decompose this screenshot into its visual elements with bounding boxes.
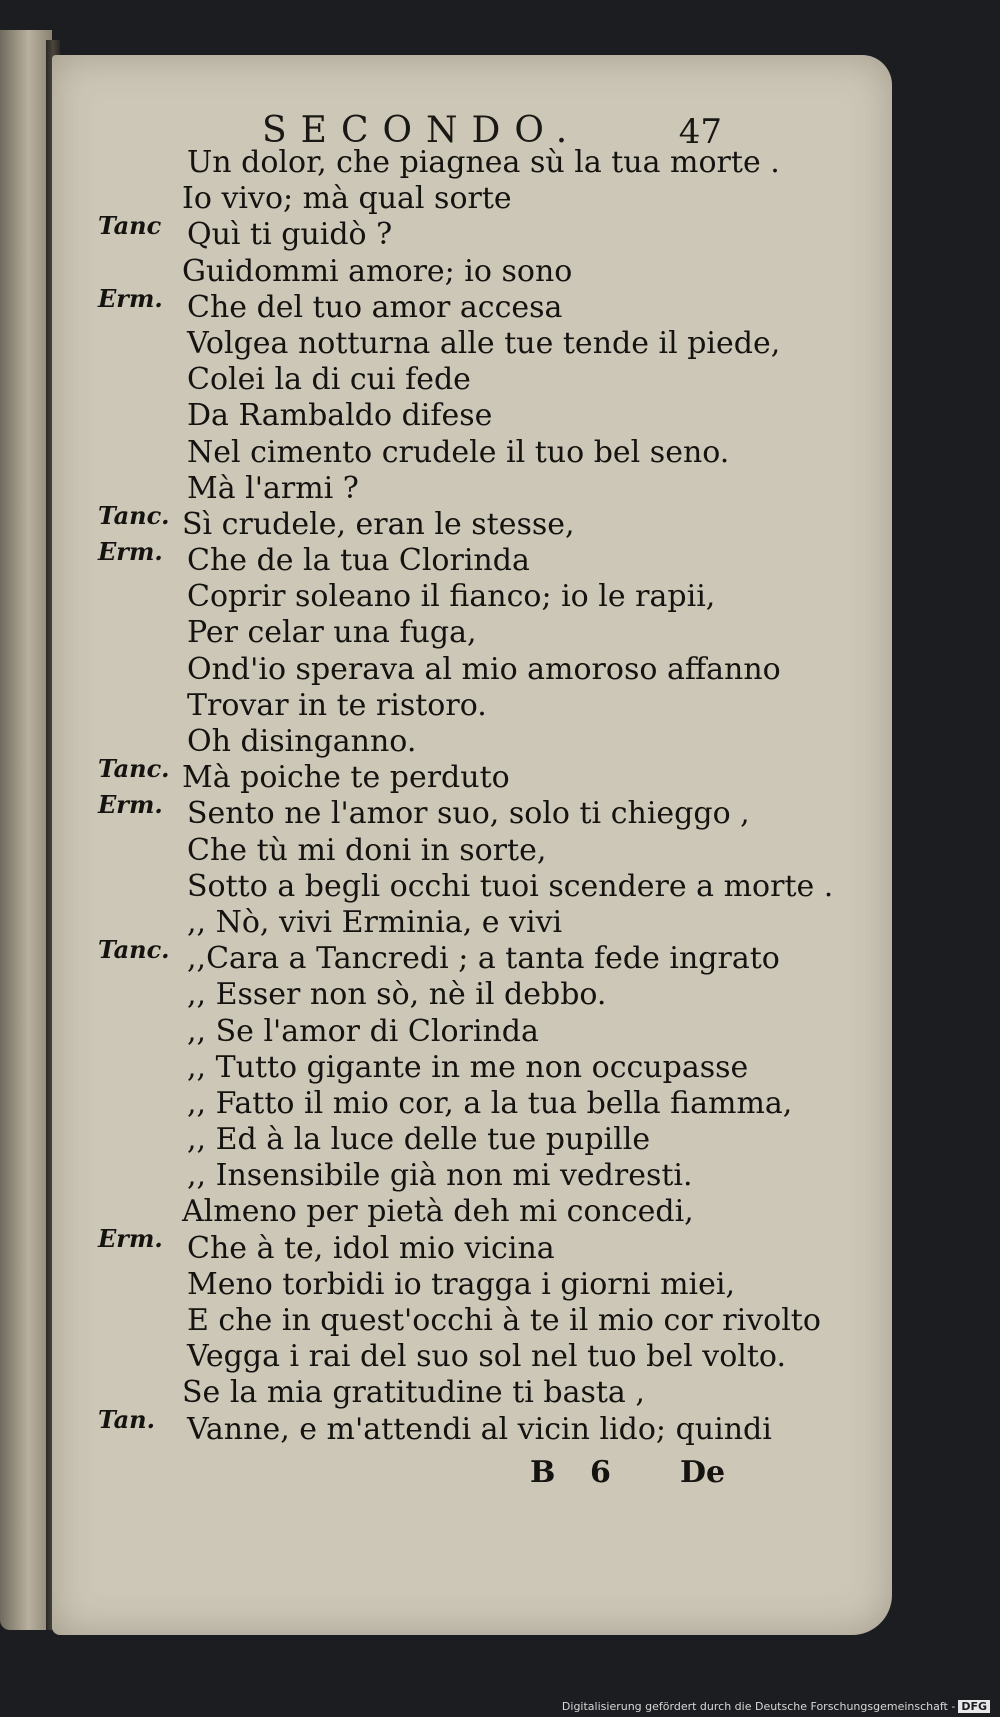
text-line [92, 1014, 812, 1050]
verse-text: Vanne, e m'attendi al vicin lido; quindi [187, 1411, 772, 1447]
verse-text: ,, Insensibile già non mi vedresti. [187, 1158, 693, 1194]
text-line [92, 1158, 812, 1194]
text-line [92, 398, 812, 434]
verse-text: ,, Se l'amor di Clorinda [187, 1013, 539, 1049]
verse-text: Coprir soleano il fianco; io le rapii, [187, 579, 716, 615]
verse-text: Trovar in te ristoro. [187, 687, 487, 723]
text-line [92, 326, 812, 362]
verse-text: Che del tuo amor accesa [187, 289, 563, 325]
text-line [92, 1267, 812, 1303]
verse-text: Vegga i rai del suo sol nel tuo bel volto. [187, 1339, 786, 1375]
verse-text: ,, Esser non sò, nè il debbo. [187, 977, 607, 1013]
text-line [92, 435, 812, 471]
verse-text: Che à te, idol mio vicina [187, 1230, 555, 1266]
text-line [92, 868, 834, 905]
verse-text: Nel cimento crudele il tuo bel seno. [187, 434, 730, 470]
dfg-logo: DFG [958, 1700, 990, 1713]
credit-text: Digitalisierung gefördert durch die Deutsche Forschungsgemeinschaft - [561, 1700, 956, 1713]
verse-text: Almeno per pietà deh mi concedi, [182, 1194, 694, 1230]
verse-text: ,, Nò, vivi Erminia, e vivi [187, 904, 563, 940]
verse-text: ,, Fatto il mio cor, a la tua bella fiamma, [187, 1085, 793, 1121]
digitization-credit [562, 1700, 990, 1713]
verse-text: Meno torbidi io tragga i giorni miei, [187, 1266, 735, 1302]
verse-text: Che de la tua Clorinda [187, 543, 530, 579]
verse-text: Guidommi amore; io sono [182, 253, 573, 289]
verse-text: Mà l'armi ? [187, 470, 359, 506]
verse-text: Un dolor, che piagnea sù la tua morte . [187, 145, 780, 180]
text-line [92, 290, 812, 326]
signature-number: 6 [590, 1455, 611, 1490]
verse-text: Sento ne l'amor suo, solo ti chieggo , [187, 796, 750, 832]
verse-text: Volgea notturna alle tue tende il piede, [187, 325, 781, 361]
text-line [92, 1122, 812, 1158]
text-line [92, 796, 812, 832]
text-line [92, 1339, 812, 1375]
text-line [92, 1412, 812, 1448]
verse-text: Colei la di cui fede [187, 362, 471, 398]
text-line [92, 833, 812, 869]
verse-text: Per celar una fuga, [187, 615, 477, 651]
speaker-label: Tanc. [98, 934, 170, 964]
speaker-label: Erm. [98, 790, 163, 820]
text-line [92, 652, 812, 688]
verse-text: ,, Ed à la luce delle tue pupille [187, 1122, 651, 1158]
text-line [92, 688, 812, 724]
running-title: SECONDO. [262, 110, 582, 151]
left-page-edge [0, 30, 52, 1630]
speaker-label: Tan. [98, 1405, 155, 1435]
text-line [92, 217, 812, 253]
verse-text: ,,Cara a Tancredi ; a tanta fede ingrato [187, 941, 780, 977]
verse-text: Oh disinganno. [187, 724, 417, 759]
verse-text: Sotto a begli occhi tuoi scendere a morte . [187, 868, 834, 904]
text-line [92, 1050, 812, 1086]
verse-text: Da Rambaldo difese [187, 398, 493, 434]
text-line [92, 977, 812, 1013]
speaker-label: Tanc. [98, 754, 170, 783]
verse-text: E che in quest'occhi à te il mio cor rivolto [187, 1303, 821, 1338]
verse-text: ,, Tutto gigante in me non occupasse [187, 1049, 749, 1085]
text-line [92, 615, 812, 651]
verse-text: Ond'io sperava al mio amoroso affanno [187, 651, 781, 687]
verse-text: Se la mia gratitudine ti basta , [182, 1375, 645, 1411]
page-number: 47 [678, 112, 722, 152]
text-line [92, 1231, 812, 1267]
verse-text: Io vivo; mà qual sorte [182, 181, 512, 217]
verse-text: Mà poiche te perduto [182, 760, 510, 796]
text-line [92, 145, 812, 181]
signature-line [530, 1455, 730, 1495]
speaker-label: Tanc. [98, 500, 170, 530]
text-line [92, 1303, 821, 1339]
speaker-label: Erm. [98, 1224, 163, 1254]
text-line [92, 579, 812, 615]
text-line [92, 1086, 812, 1122]
play-text [92, 145, 834, 1448]
catchword: De [680, 1455, 726, 1490]
text-line [92, 543, 812, 579]
text-line [92, 941, 812, 977]
speaker-label: Erm. [98, 283, 163, 313]
verse-text: Che tù mi doni in sorte, [187, 832, 547, 868]
signature-letter: B [530, 1455, 556, 1490]
speaker-label: Tanc [98, 211, 162, 241]
verse-text: Sì crudele, eran le stesse, [182, 506, 575, 542]
speaker-label: Erm. [98, 536, 163, 566]
text-line [92, 362, 812, 398]
verse-text: Quì ti guidò ? [187, 217, 393, 253]
